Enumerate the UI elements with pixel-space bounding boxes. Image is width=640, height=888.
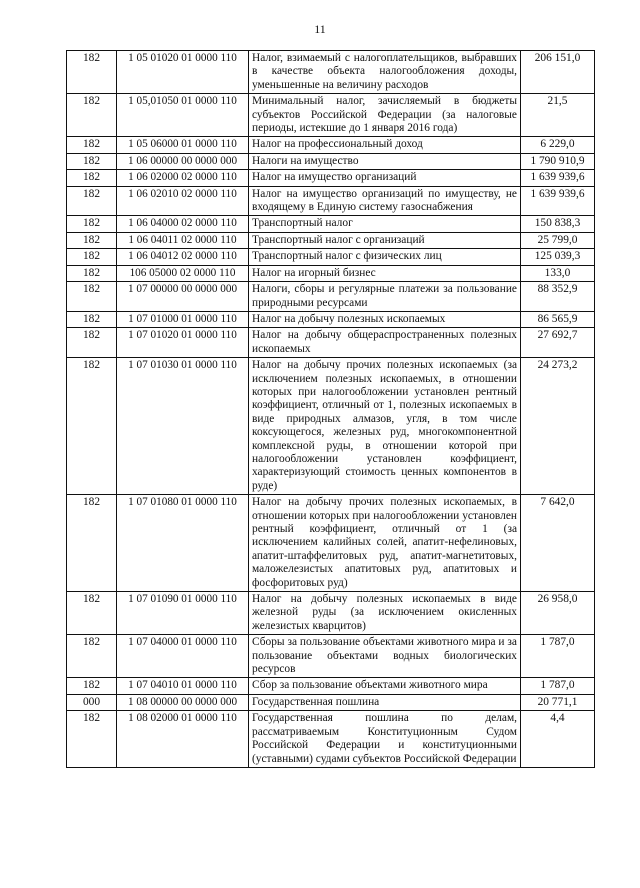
- revenue-name-cell: Налог на добычу прочих полезных ископаемых (за исключением полезных ископаемых, в отношении которых при налогообложении установлен рентный коэффициент, отличный от 1, полезных ископаемых в виде природных алмазов, угля, в том числе коксующегося, железных руд, многокомпонентной комплексной руды, в отношении которой при налогообложении установлен коэффициент, характеризующий стоимость ценных компонентов в руде): [249, 358, 521, 495]
- amount-cell: 206 151,0: [521, 51, 595, 94]
- admin-code-cell: 000: [67, 694, 117, 710]
- admin-code-cell: 182: [67, 495, 117, 592]
- table-row: [67, 94, 595, 137]
- budget-code-cell: 1 06 00000 00 0000 000: [117, 153, 249, 169]
- budget-code-cell: 1 05 06000 01 0000 110: [117, 137, 249, 153]
- budget-code-cell: 1 07 04000 01 0000 110: [117, 635, 249, 678]
- admin-code-cell: 182: [67, 311, 117, 327]
- amount-cell: 86 565,9: [521, 311, 595, 327]
- revenue-name-cell: Налог на добычу общераспространенных полезных ископаемых: [249, 328, 521, 358]
- revenue-name-cell: Транспортный налог с физических лиц: [249, 249, 521, 265]
- budget-code-cell: 106 05000 02 0000 110: [117, 265, 249, 281]
- budget-code-cell: 1 07 01090 01 0000 110: [117, 592, 249, 635]
- amount-cell: 1 639 939,6: [521, 170, 595, 186]
- amount-cell: 26 958,0: [521, 592, 595, 635]
- budget-code-cell: 1 07 01030 01 0000 110: [117, 358, 249, 495]
- admin-code-cell: 182: [67, 711, 117, 768]
- table-row: [67, 51, 595, 94]
- revenue-name-cell: Налог на добычу полезных ископаемых в виде железной руды (за исключением окисленных железистых кварцитов): [249, 592, 521, 635]
- amount-cell: 1 787,0: [521, 635, 595, 678]
- budget-code-cell: 1 06 04012 02 0000 110: [117, 249, 249, 265]
- amount-cell: 125 039,3: [521, 249, 595, 265]
- admin-code-cell: 182: [67, 170, 117, 186]
- revenue-name-cell: Налог на профессиональный доход: [249, 137, 521, 153]
- revenue-name-cell: Налог, взимаемый с налогоплательщиков, выбравших в качестве объекта налогообложения доходы, уменьшенные на величину расходов: [249, 51, 521, 94]
- table-row: [67, 232, 595, 248]
- budget-code-cell: 1 06 02010 02 0000 110: [117, 186, 249, 216]
- amount-cell: 24 273,2: [521, 358, 595, 495]
- admin-code-cell: 182: [67, 678, 117, 694]
- amount-cell: 21,5: [521, 94, 595, 137]
- admin-code-cell: 182: [67, 153, 117, 169]
- admin-code-cell: 182: [67, 137, 117, 153]
- amount-cell: 88 352,9: [521, 282, 595, 312]
- amount-cell: 150 838,3: [521, 216, 595, 232]
- budget-code-cell: 1 08 00000 00 0000 000: [117, 694, 249, 710]
- admin-code-cell: 182: [67, 232, 117, 248]
- amount-cell: 1 787,0: [521, 678, 595, 694]
- budget-code-cell: 1 08 02000 01 0000 110: [117, 711, 249, 768]
- table-row: [67, 265, 595, 281]
- table-row: [67, 153, 595, 169]
- revenue-table-body: [67, 51, 595, 768]
- revenue-name-cell: Сбор за пользование объектами животного мира: [249, 678, 521, 694]
- revenue-name-cell: Транспортный налог: [249, 216, 521, 232]
- budget-code-cell: 1 07 01020 01 0000 110: [117, 328, 249, 358]
- revenue-name-cell: Государственная пошлина по делам, рассматриваемым Конституционным Судом Российской Федерации и конституционными (уставными) судами субъектов Российской Федерации: [249, 711, 521, 768]
- budget-code-cell: 1 06 04011 02 0000 110: [117, 232, 249, 248]
- budget-code-cell: 1 06 04000 02 0000 110: [117, 216, 249, 232]
- table-row: [67, 137, 595, 153]
- revenue-name-cell: Налог на имущество организаций по имуществу, не входящему в Единую систему газоснабжения: [249, 186, 521, 216]
- amount-cell: 7 642,0: [521, 495, 595, 592]
- budget-code-cell: 1 07 04010 01 0000 110: [117, 678, 249, 694]
- budget-code-cell: 1 07 01080 01 0000 110: [117, 495, 249, 592]
- admin-code-cell: 182: [67, 216, 117, 232]
- table-row: [67, 592, 595, 635]
- revenue-name-cell: Налог на игорный бизнес: [249, 265, 521, 281]
- table-row: [67, 635, 595, 678]
- revenue-name-cell: Государственная пошлина: [249, 694, 521, 710]
- budget-code-cell: 1 05 01020 01 0000 110: [117, 51, 249, 94]
- revenue-name-cell: Налоги, сборы и регулярные платежи за пользование природными ресурсами: [249, 282, 521, 312]
- table-row: [67, 328, 595, 358]
- table-row: [67, 216, 595, 232]
- amount-cell: 20 771,1: [521, 694, 595, 710]
- admin-code-cell: 182: [67, 635, 117, 678]
- amount-cell: 4,4: [521, 711, 595, 768]
- admin-code-cell: 182: [67, 592, 117, 635]
- admin-code-cell: 182: [67, 282, 117, 312]
- admin-code-cell: 182: [67, 94, 117, 137]
- revenue-name-cell: Налог на имущество организаций: [249, 170, 521, 186]
- admin-code-cell: 182: [67, 249, 117, 265]
- revenue-table: [66, 50, 595, 768]
- revenue-name-cell: Сборы за пользование объектами животного мира и за пользование объектами водных биологических ресурсов: [249, 635, 521, 678]
- revenue-name-cell: Налог на добычу прочих полезных ископаемых, в отношении которых при налогообложении установлен рентный коэффициент, отличный от 1 (за исключением калийных солей, апатит-нефелиновых, апатит-штаффелитовых руд, апатит-магнетитовых, маложелезистых апатитовых руд, апатитовых и фосфоритовых руд): [249, 495, 521, 592]
- admin-code-cell: 182: [67, 265, 117, 281]
- revenue-name-cell: Налоги на имущество: [249, 153, 521, 169]
- amount-cell: 1 639 939,6: [521, 186, 595, 216]
- table-row: [67, 694, 595, 710]
- revenue-name-cell: Налог на добычу полезных ископаемых: [249, 311, 521, 327]
- amount-cell: 27 692,7: [521, 328, 595, 358]
- amount-cell: 1 790 910,9: [521, 153, 595, 169]
- admin-code-cell: 182: [67, 186, 117, 216]
- amount-cell: 6 229,0: [521, 137, 595, 153]
- budget-code-cell: 1 07 00000 00 0000 000: [117, 282, 249, 312]
- revenue-name-cell: Минимальный налог, зачисляемый в бюджеты субъектов Российской Федерации (за налоговые периоды, истекшие до 1 января 2016 года): [249, 94, 521, 137]
- table-row: [67, 170, 595, 186]
- admin-code-cell: 182: [67, 51, 117, 94]
- amount-cell: 25 799,0: [521, 232, 595, 248]
- admin-code-cell: 182: [67, 358, 117, 495]
- budget-code-cell: 1 05,01050 01 0000 110: [117, 94, 249, 137]
- table-row: [67, 282, 595, 312]
- budget-code-cell: 1 07 01000 01 0000 110: [117, 311, 249, 327]
- table-row: [67, 711, 595, 768]
- table-row: [67, 678, 595, 694]
- budget-code-cell: 1 06 02000 02 0000 110: [117, 170, 249, 186]
- table-row: [67, 186, 595, 216]
- page-number: 11: [314, 22, 326, 36]
- table-row: [67, 249, 595, 265]
- amount-cell: 133,0: [521, 265, 595, 281]
- table-row: [67, 495, 595, 592]
- table-row: [67, 358, 595, 495]
- admin-code-cell: 182: [67, 328, 117, 358]
- revenue-name-cell: Транспортный налог с организаций: [249, 232, 521, 248]
- table-row: [67, 311, 595, 327]
